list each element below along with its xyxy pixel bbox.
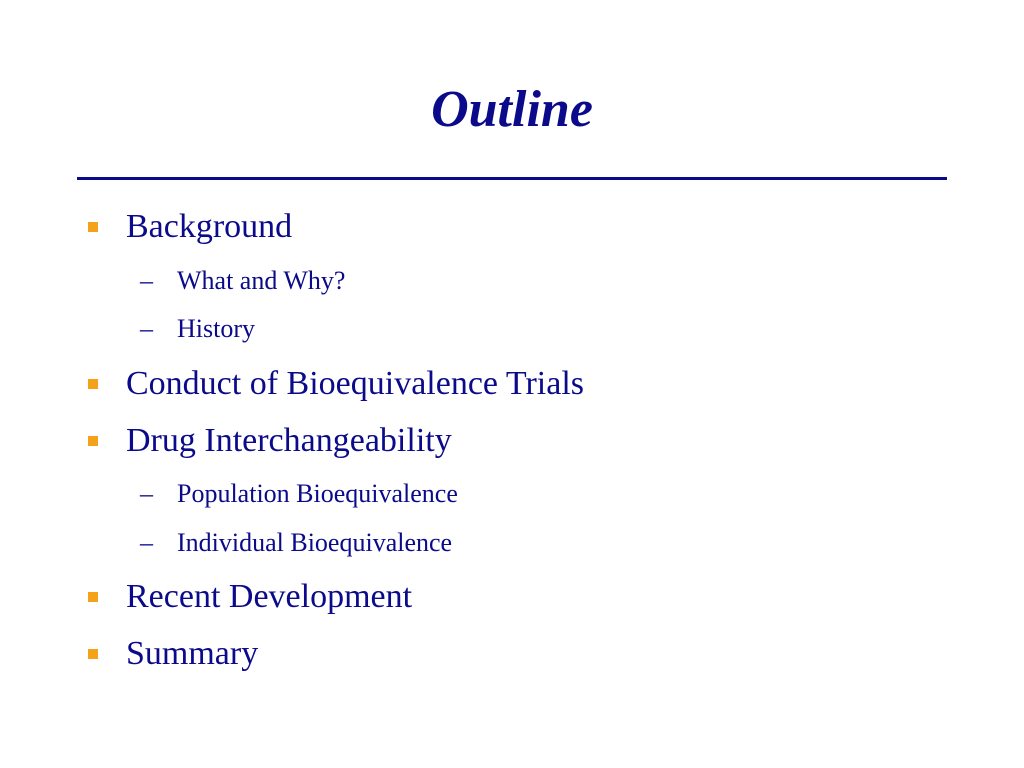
dash-icon: – — [140, 528, 153, 557]
slide-title: Outline — [431, 81, 593, 138]
square-bullet-icon — [88, 222, 98, 232]
dash-icon: – — [140, 314, 153, 343]
square-bullet-icon — [88, 436, 98, 446]
list-item-label: Background — [126, 208, 293, 245]
list-item-label: Conduct of Bioequivalence Trials — [126, 365, 585, 402]
sub-list-item-label: What and Why? — [177, 266, 346, 295]
dash-icon: – — [140, 266, 153, 295]
square-bullet-icon — [88, 649, 98, 659]
sub-list-item-label: History — [177, 314, 255, 343]
sub-list-item-label: Individual Bioequivalence — [177, 528, 453, 557]
list-item-label: Drug Interchangeability — [126, 422, 452, 459]
dash-icon: – — [140, 479, 153, 508]
list-item-label: Recent Development — [126, 578, 413, 615]
list-item-label: Summary — [126, 635, 259, 672]
sub-list-item-label: Population Bioequivalence — [177, 479, 458, 508]
square-bullet-icon — [88, 592, 98, 602]
square-bullet-icon — [88, 379, 98, 389]
